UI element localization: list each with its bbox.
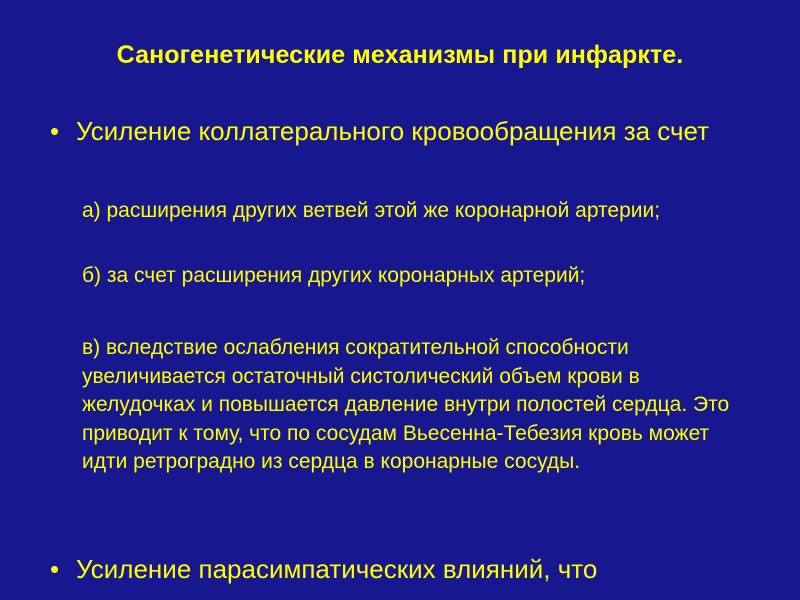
bullet-item-parasympathetic (50, 553, 755, 585)
bullet-text: Усиление парасимпатических влияний, что (76, 554, 598, 584)
slide-title: Саногенетические механизмы при инфаркте. (116, 41, 684, 69)
subitem-b: б) за счет расширения других коронарных артерий; (82, 264, 586, 287)
bullet-item-collateral-circulation (50, 115, 755, 147)
bullet-text: Усиление коллатерального кровообращения за счет (76, 116, 710, 146)
subitem-a: а) расширения других ветвей этой же коронарной артерии; (82, 199, 661, 222)
bullet-marker: • (50, 116, 60, 146)
subitem-c: в) вследствие ослабления сократительной способности увеличивается остаточный систолический объем крови в желудочках и повышается давление внутри полостей сердца. Это приводит к тому, что по сосудам Вьесенна-Тебезия кровь может идти ретроградно из сердца в коронарные сосуды. (82, 336, 730, 473)
bullet-marker: • (50, 554, 60, 584)
